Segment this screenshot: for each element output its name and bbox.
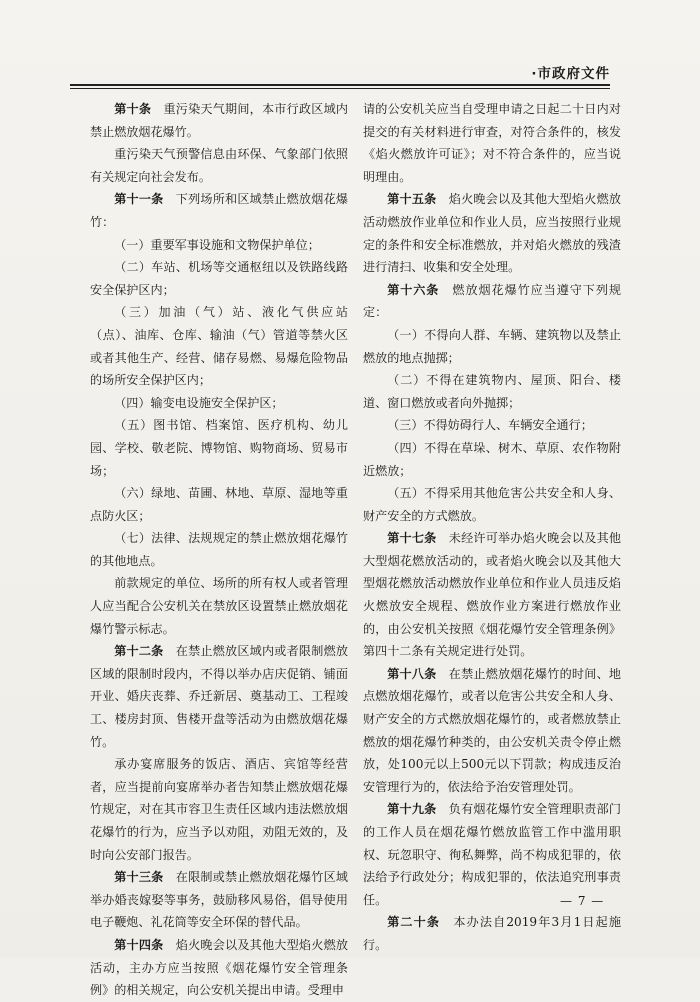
- page-header: ·市政府文件: [531, 66, 610, 82]
- paragraph: [90, 572, 348, 640]
- paragraph-text: （二）车站、机场等交通枢纽以及铁路线路安全保护区内；: [90, 260, 348, 297]
- paragraph: [363, 324, 621, 369]
- article-number: 第十九条: [387, 802, 437, 817]
- paragraph-text: 负有烟花爆竹安全管理职责部门的工作人员在烟花爆竹燃放监管工作中滥用职权、玩忽职守、徇私舞弊，尚不构成犯罪的，依法给予行政处分；构成犯罪的，依法追究刑事责任。: [363, 802, 621, 907]
- paragraph: [363, 279, 621, 324]
- paragraph-text: 未经许可举办焰火晚会以及其他大型烟花燃放活动的，或者焰火晚会以及其他大型烟花燃放活动燃放作业单位和作业人员违反焰火燃放安全规程、燃放作业方案进行燃放作业的，由公安机关按照《烟花爆竹安全管理条例》第四十二条有关规定进行处罚。: [363, 531, 621, 659]
- paragraph: [90, 256, 348, 301]
- header-rule-thin: [70, 88, 610, 89]
- paragraph: [363, 188, 621, 278]
- paragraph: [363, 98, 621, 188]
- paragraph-text: （五）图书馆、档案馆、医疗机构、幼儿园、学校、敬老院、博物馆、购物商场、贸易市场；: [90, 418, 348, 478]
- paragraph-text: （三）不得妨碍行人、车辆安全通行；: [387, 418, 593, 433]
- article-number: 第十四条: [114, 937, 164, 952]
- paragraph: [90, 234, 348, 257]
- paragraph-text: （四）不得在草垛、树木、草原、农作物附近燃放；: [363, 440, 621, 478]
- paragraph-text: 燃放烟花爆竹应当遵守下列规定：: [363, 282, 621, 320]
- article-number: 第十六条: [387, 282, 440, 297]
- header-rule-thick: [70, 84, 610, 86]
- paragraph-text: 本办法自2019年3月1日起施行。: [363, 915, 621, 952]
- paragraph-text: （六）绿地、苗圃、林地、草原、湿地等重点防火区；: [90, 486, 348, 523]
- paragraph-text: 焰火晚会以及其他大型焰火燃放活动燃放作业单位和作业人员，应当按照行业规定的条件和安全标准燃放，并对焰火燃放的残渣进行清扫、收集和安全处理。: [363, 192, 621, 275]
- paragraph: [90, 640, 348, 753]
- paragraph-text: 前款规定的单位、场所的所有权人或者管理人应当配合公安机关在禁放区设置禁止燃放烟花爆竹警示标志。: [90, 576, 348, 636]
- article-number: 第二十条: [387, 915, 441, 930]
- paragraph-text: 承办宴席服务的饭店、酒店、宾馆等经营者，应当提前向宴席举办者告知禁止燃放烟花爆竹规定，对在其市容卫生责任区域内违法燃放烟花爆竹的行为，应当予以劝阻，劝阻无效的，及时向公安部门报告。: [90, 757, 348, 862]
- article-number: 第十一条: [114, 192, 164, 207]
- paragraph-text: （五）不得采用其他危害公共安全和人身、财产安全的方式燃放。: [363, 486, 621, 523]
- article-number: 第十二条: [114, 644, 164, 659]
- right-column: [363, 98, 621, 957]
- paragraph: [363, 437, 621, 482]
- article-number: 第十五条: [387, 192, 437, 207]
- paragraph: [90, 753, 348, 866]
- paragraph-text: 在禁止燃放烟花爆竹的时间、地点燃放烟花爆竹，或者以危害公共安全和人身、财产安全的方式燃放烟花爆竹的，或者燃放禁止燃放的烟花爆竹种类的，由公安机关责令停止燃放，处100元以上500元以下罚款；构成违反治安管理行为的，依法给予治安管理处罚。: [363, 666, 621, 794]
- paragraph-text: （三）加油（气）站、液化气供应站（点）、油库、仓库、输油（气）管道等禁火区或者其他生产、经营、储存易燃、易爆危险物品的场所安全保护区内；: [90, 305, 348, 388]
- paragraph: [90, 143, 348, 188]
- paragraph: [90, 934, 348, 1002]
- paragraph: [363, 414, 621, 437]
- paragraph: [90, 482, 348, 527]
- paragraph-text: 下列场所和区域禁止燃放烟花爆竹：: [90, 192, 348, 229]
- paragraph-text: 请的公安机关应当自受理申请之日起二十日内对提交的有关材料进行审查，对符合条件的，核发《焰火燃放许可证》；对不符合条件的，应当说明理由。: [363, 102, 621, 184]
- paragraph-text: 焰火晚会以及其他大型焰火燃放活动，主办方应当按照《烟花爆竹安全管理条例》的相关规定，向公安机关提出申请。受理申: [90, 937, 348, 998]
- paragraph: [363, 911, 621, 956]
- left-column: [90, 98, 348, 1002]
- paragraph: [90, 188, 348, 233]
- page-number: — 7 —: [560, 894, 605, 908]
- paragraph-text: 在限制或禁止燃放烟花爆竹区域举办婚丧嫁娶等事务，鼓励移风易俗，倡导使用电子鞭炮、礼花筒等安全环保的替代品。: [90, 870, 348, 930]
- paragraph-text: （四）输变电设施安全保护区；: [114, 395, 284, 410]
- paragraph-text: （七）法律、法规规定的禁止燃放烟花爆竹的其他地点。: [90, 531, 348, 568]
- paragraph: [90, 301, 348, 391]
- paragraph-text: （一）不得向人群、车辆、建筑物以及禁止燃放的地点抛掷；: [363, 327, 621, 365]
- paragraph: [90, 392, 348, 415]
- article-number: 第十三条: [114, 870, 164, 885]
- article-number: 第十八条: [387, 666, 437, 681]
- paragraph-text: 重污染天气期间，本市行政区域内禁止燃放烟花爆竹。: [90, 102, 348, 139]
- paragraph: [363, 527, 621, 663]
- paragraph-text: 重污染天气预警信息由环保、气象部门依照有关规定向社会发布。: [90, 147, 348, 184]
- paragraph: [90, 866, 348, 934]
- paragraph: [90, 414, 348, 482]
- paragraph: [363, 369, 621, 414]
- paragraph-text: （一）重要军事设施和文物保护单位；: [114, 237, 320, 252]
- paragraph-text: （二）不得在建筑物内、屋顶、阳台、楼道、窗口燃放或者向外抛掷；: [363, 373, 621, 410]
- paragraph: [363, 482, 621, 527]
- paragraph: [90, 527, 348, 572]
- paragraph-text: 在禁止燃放区域内或者限制燃放区域的限制时段内，不得以举办店庆促销、铺面开业、婚庆丧葬、乔迁新居、奠基动工、工程竣工、楼房封顶、售楼开盘等活动为由燃放烟花爆竹。: [90, 644, 348, 749]
- paragraph: [363, 663, 621, 799]
- paragraph: [90, 98, 348, 143]
- article-number: 第十七条: [387, 531, 437, 546]
- article-number: 第十条: [114, 102, 152, 116]
